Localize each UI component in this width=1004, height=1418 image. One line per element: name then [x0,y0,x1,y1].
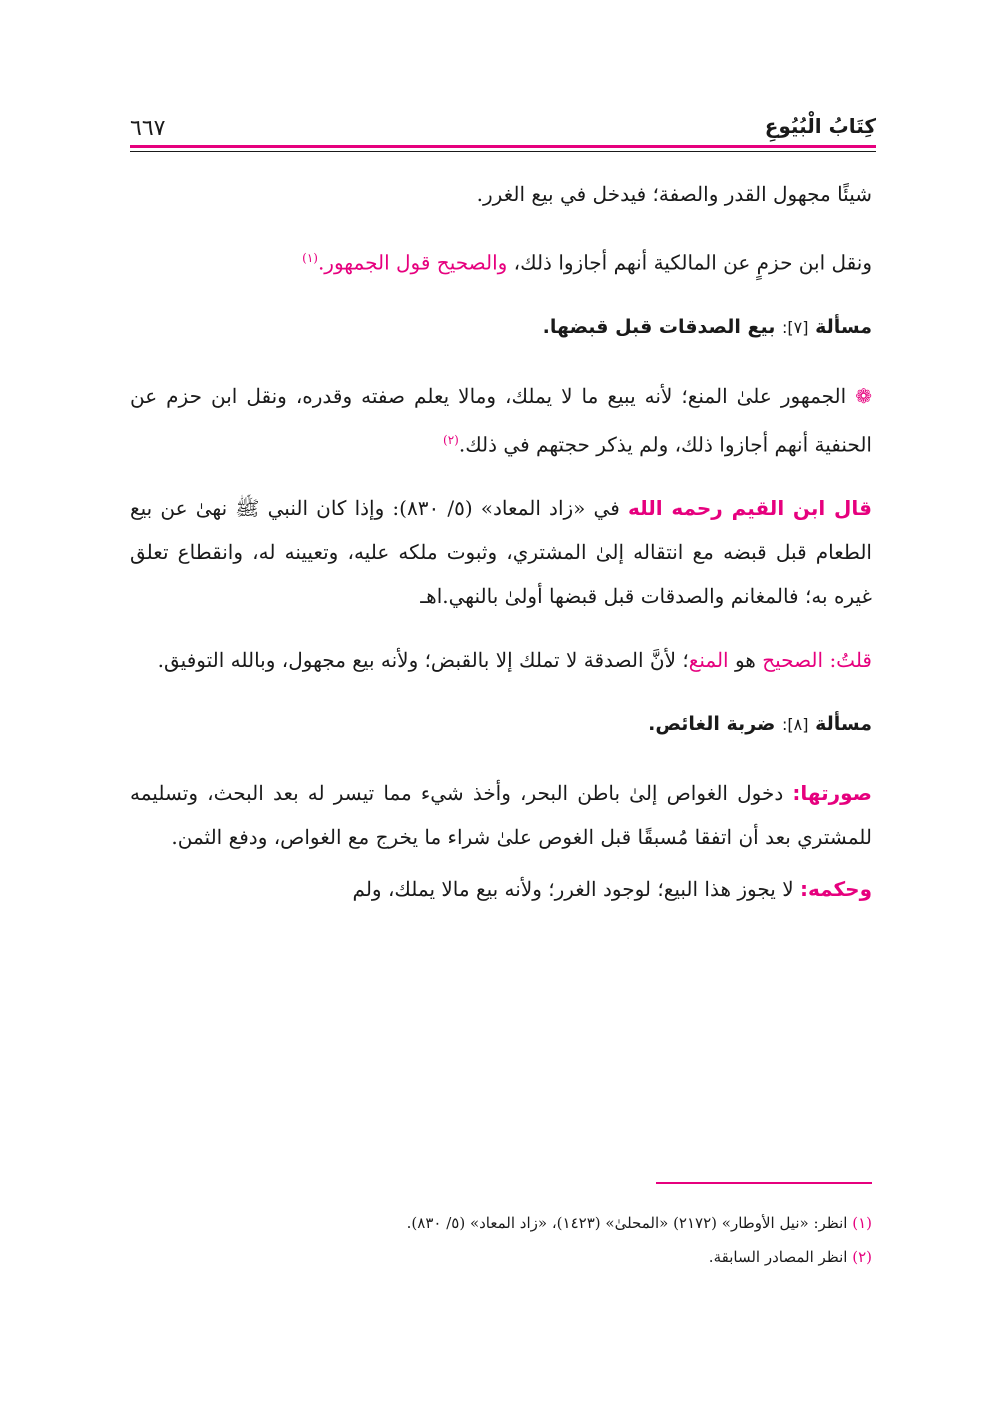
footnote-2-number: (٢) [852,1248,872,1266]
footnote-1 [130,1206,872,1240]
masala-8-label: مسألة [815,713,872,736]
masala-7-number: [٧]: [782,317,809,337]
footnote-2-text: انظر المصادر السابقة. [708,1248,848,1266]
paragraph-4 [130,486,872,618]
paragraph-1-text: شيئًا مجهول القدر والصفة؛ فيدخل في بيع الغرر. [476,182,872,206]
paragraph-5-text: ؛ لأنَّ الصدقة لا تملك إلا بالقبض؛ ولأنه بيع مجهول، وبالله التوفيق. [157,648,689,673]
paragraph-6-text: دخول الغواص إلىٰ باطن البحر، وأخذ شيء مما تيسر له بعد البحث، وتسليمه للمشتري بعد أن اتفقا مُسبقًا قبل الغوص علىٰ شراء ما يخرج مع الغواص، ودفع الثمن. [130,781,872,850]
masala-8-heading [130,702,872,747]
masala-8-title: ضربة الغائص. [648,713,776,736]
quote-author: قال ابن القيم رحمه الله [627,496,873,521]
paragraph-6 [130,771,872,859]
paragraph-2-highlight: والصحيح قول الجمهور. [317,250,508,275]
paragraph-3-text: الجمهور علىٰ المنع؛ لأنه يبيع ما لا يملك، ومالا يعلم صفته وقدره، ونقل ابن حزم عن الحنفية أنهم أجازوا ذلك، ولم يذكر حجتهم في ذلك. [130,383,872,457]
paragraph-4-text: في «زاد المعاد» (٥/ ٨٣٠): وإذا كان النبي ﷺ نهىٰ عن بيع الطعام قبل قبضه مع انتقاله إلىٰ المشتري، وثبوت ملكه عليه، وتعيينه له، وانقطاع تعلق غيره به؛ فالمغانم والصدقات قبل قبضها أولىٰ بالنهي.اهـ [130,496,872,609]
header-rule-thin [130,151,876,152]
page-number: ٦٦٧ [130,116,166,141]
paragraph-2-text: ونقل ابن حزمٍ عن المالكية أنهم أجازوا ذلك، [513,250,872,275]
paragraph-5 [130,638,872,682]
masala-7-title: بيع الصدقات قبل قبضها. [542,315,776,338]
sahih-label: الصحيح [762,648,824,673]
footnote-1-number: (١) [852,1214,872,1232]
footnotes [130,1206,872,1274]
footnote-ref-1: (١) [302,251,318,265]
footnote-divider [656,1182,872,1184]
footnote-1-text: انظر: «نيل الأوطار» (٢١٧٢) «المحلىٰ» (١٤٢٣)، «زاد المعاد» (٥/ ٨٣٠). [406,1214,848,1232]
paragraph-3 [130,374,872,467]
footnote-2 [130,1240,872,1274]
paragraph-2 [130,236,872,285]
hukmuhu-label: وحكمه: [799,877,872,902]
suratuha-label: صورتها: [792,781,873,806]
paragraph-7 [130,867,872,911]
masala-7-label: مسألة [815,315,872,338]
man-label: المنع [688,648,729,673]
masala-8-number: [٨]: [782,715,809,735]
flower-icon: ❁ [855,383,872,408]
qult-label: قلتُ: [829,648,872,673]
main-text [130,172,872,931]
header-rule-thick [130,145,876,148]
huwa-text: هو [734,648,756,673]
footnote-ref-2: (٢) [443,432,459,447]
book-title: كِتَابُ الْبُيُوعِ [764,114,876,138]
paragraph-1 [130,172,872,216]
masala-7-heading [130,305,872,350]
paragraph-7-text: لا يجوز هذا البيع؛ لوجود الغرر؛ ولأنه بيع مالا يملك، ولم [352,877,794,902]
